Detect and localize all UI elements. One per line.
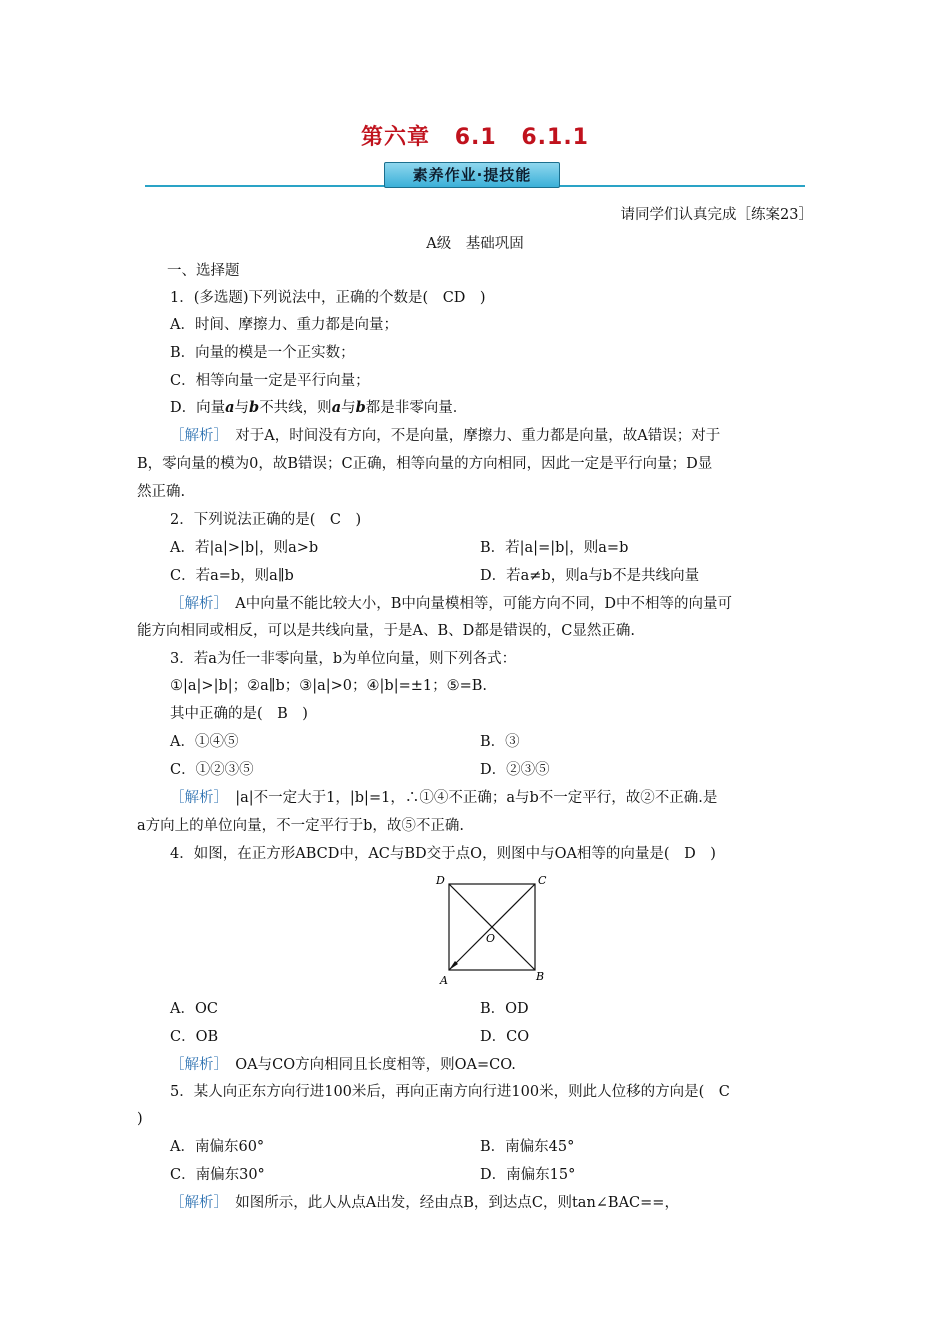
q5-stem: 5．某人向正东方向行进100米后，再向正南方向行进100米，则此人位移的方向是( C bbox=[170, 1084, 730, 1100]
q1-option-c: C．相等向量一定是平行向量； bbox=[170, 373, 370, 389]
q3-items: ①|a|>|b|；②a∥b；③|a|>0；④|b|=±1；⑤=B. bbox=[170, 678, 488, 694]
q4-analysis: ［解析］ OA与CO方向相同且长度相等，则OA=CO. bbox=[170, 1057, 516, 1073]
q5-option-a: A．南偏东60° bbox=[170, 1139, 265, 1155]
level-heading: A级 基础巩固 bbox=[426, 236, 524, 252]
q2-option-c: C．若a=b，则a∥b bbox=[170, 568, 294, 584]
q3-ask: 其中正确的是( B ) bbox=[170, 706, 308, 722]
q2-option-b: B．若|a|=|b|，则a=b bbox=[480, 540, 629, 556]
q3-options-ab bbox=[170, 733, 813, 751]
q5-option-b: B．南偏东45° bbox=[480, 1139, 575, 1155]
q1-option-b: B．向量的模是一个正实数； bbox=[170, 345, 355, 361]
q3-option-b: B．③ bbox=[480, 734, 520, 750]
q3-analysis-line1: ［解析］ |a|不一定大于1，|b|=1，∴①④不正确；a与b不一定平行，故②不正确.是 bbox=[170, 790, 718, 806]
title-subsection: 6.1.1 bbox=[521, 125, 589, 150]
q4-option-c: C．OB bbox=[170, 1029, 219, 1045]
q5-options-ab bbox=[170, 1138, 813, 1156]
q1-analysis-line2: B，零向量的模为0，故B错误；C正确，相等向量的方向相同，因此一定是平行向量；D显 bbox=[137, 456, 713, 472]
q2-options-cd bbox=[170, 567, 813, 585]
q2-option-d: D．若a≠b，则a与b不是共线向量 bbox=[480, 568, 700, 584]
q3-option-d: D．②③⑤ bbox=[480, 762, 550, 778]
q3-options-cd bbox=[170, 761, 813, 779]
q2-analysis-line1: ［解析］ A中向量不能比较大小，B中向量模相等，可能方向不同，D中不相等的向量可 bbox=[170, 596, 732, 612]
q1-option-d: D．向量a与b不共线，则a与b都是非零向量． bbox=[170, 399, 468, 416]
q4-options-ab bbox=[170, 1000, 813, 1018]
q4-option-a: A．OC bbox=[170, 1001, 218, 1017]
q4-stem: 4．如图，在正方形ABCD中，AC与BD交于点O，则图中与OA相等的向量是( D ) bbox=[170, 846, 716, 862]
analysis-label: ［解析］ bbox=[170, 428, 221, 444]
q4-option-d: D．CO bbox=[480, 1029, 530, 1045]
header-ribbon: 素养作业·提技能 bbox=[384, 162, 560, 188]
section-heading: 一、选择题 bbox=[167, 263, 240, 279]
q2-option-a: A．若|a|>|b|，则a>b bbox=[170, 540, 319, 556]
q1-option-a: A．时间、摩擦力、重力都是向量； bbox=[170, 317, 398, 333]
square-figure bbox=[430, 872, 550, 990]
q3-stem: 3．若a为任一非零向量，b为单位向量，则下列各式： bbox=[170, 651, 517, 667]
q5-option-d: D．南偏东15° bbox=[480, 1167, 576, 1183]
label-a: A bbox=[440, 974, 448, 987]
q5-options-cd bbox=[170, 1166, 813, 1184]
q2-analysis-line2: 能方向相同或相反，可以是共线向量，于是A、B、D都是错误的，C显然正确. bbox=[137, 623, 635, 639]
q4-option-b: B．OD bbox=[480, 1001, 529, 1017]
label-c: C bbox=[538, 874, 547, 887]
q3-analysis-line2: a方向上的单位向量，不一定平行于b，故⑤不正确. bbox=[137, 818, 465, 834]
chapter-title bbox=[0, 120, 950, 151]
q2-options-ab bbox=[170, 539, 813, 557]
q3-option-a: A．①④⑤ bbox=[170, 734, 239, 750]
assignment-note: 请同学们认真完成［练案23］ bbox=[620, 207, 813, 223]
q2-stem: 2．下列说法正确的是( C ) bbox=[170, 512, 362, 528]
q1-stem: 1．(多选题)下列说法中，正确的个数是( CD ) bbox=[170, 290, 486, 306]
label-d: D bbox=[436, 874, 445, 887]
q5-stem-cont: ) bbox=[137, 1111, 143, 1127]
q1-analysis-line3: 然正确. bbox=[137, 484, 186, 500]
label-b: B bbox=[536, 970, 545, 983]
q5-analysis: ［解析］ 如图所示，此人从点A出发，经由点B，到达点C，则tan∠BAC==， bbox=[170, 1195, 679, 1211]
q5-option-c: C．南偏东30° bbox=[170, 1167, 265, 1183]
title-chapter: 第六章 bbox=[361, 125, 431, 150]
title-section: 6.1 bbox=[454, 125, 497, 150]
q1-analysis-line1: ［解析］ 对于A，时间没有方向，不是向量，摩擦力、重力都是向量，故A错误；对于 bbox=[170, 428, 721, 444]
q3-option-c: C．①②③⑤ bbox=[170, 762, 254, 778]
q4-options-cd bbox=[170, 1028, 813, 1046]
label-o: O bbox=[486, 932, 496, 945]
